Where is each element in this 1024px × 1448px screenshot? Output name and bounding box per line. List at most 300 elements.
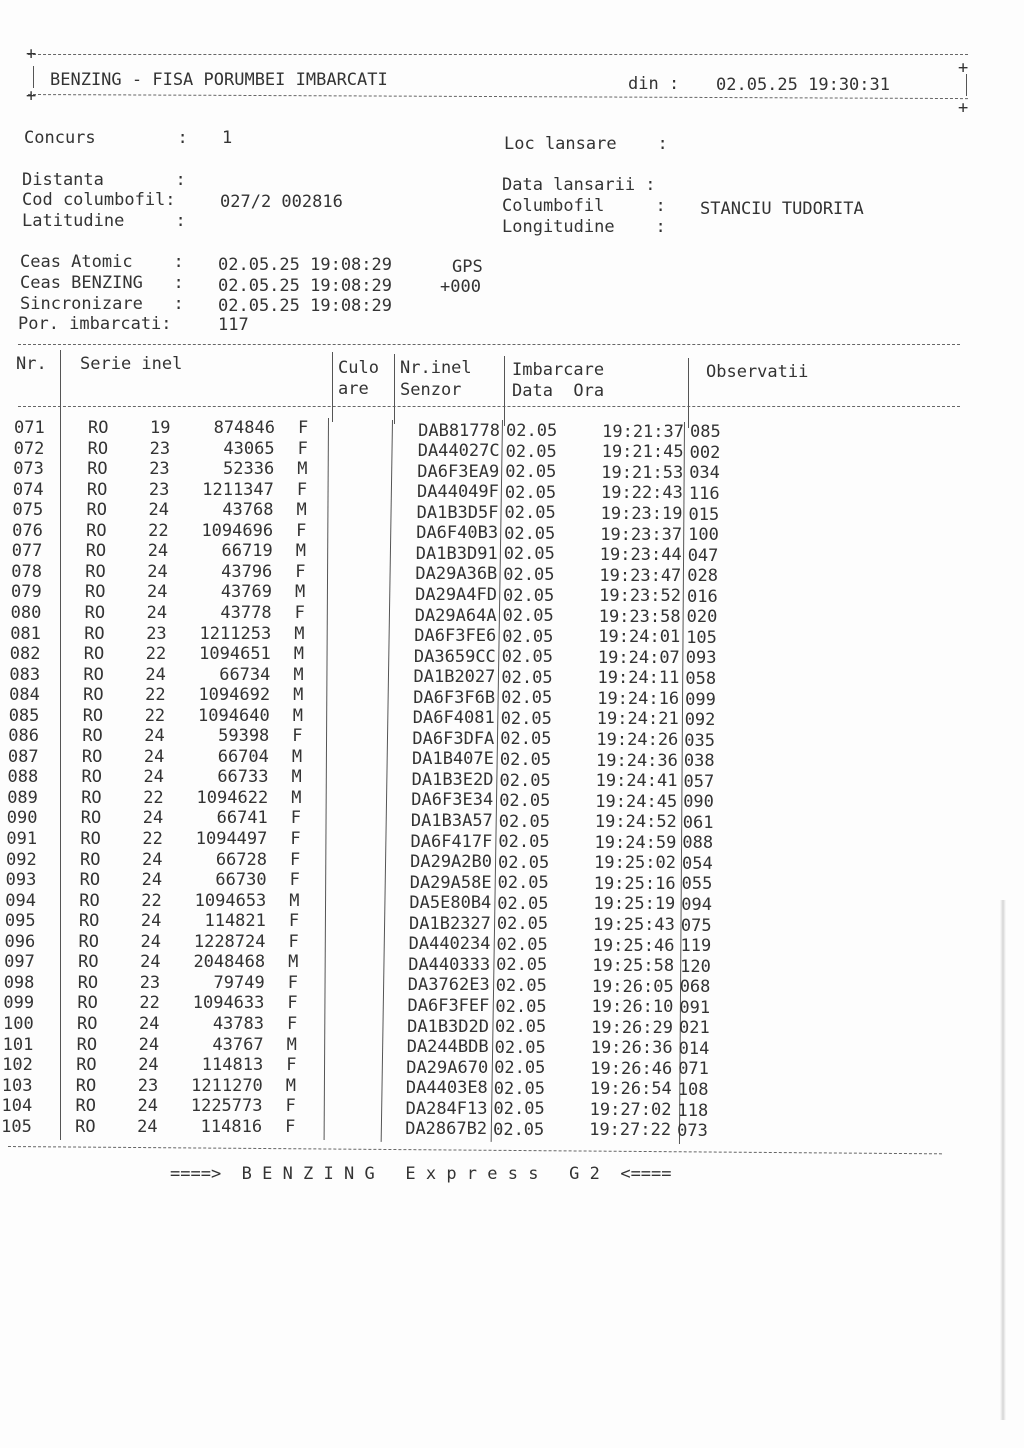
row-time: 19:23:47 [599, 565, 682, 586]
row-nr: 091 [6, 829, 38, 849]
row-year: 22 [144, 705, 166, 726]
row-sensor-ring: DA2867B2 [405, 1119, 488, 1140]
row-country: RO [82, 705, 104, 726]
row-year: 23 [149, 438, 171, 459]
row-year: 24 [139, 1013, 160, 1034]
row-sex: M [291, 746, 303, 767]
row-sex: F [287, 1013, 298, 1034]
row-nr: 082 [9, 644, 41, 665]
row-date: 02.05 [498, 852, 550, 873]
row-year: 23 [146, 623, 167, 644]
row-time: 19:22:43 [601, 483, 683, 504]
row-year: 24 [138, 1034, 160, 1055]
row-country: RO [78, 911, 100, 932]
porumbei-imbarcati-value: 117 [218, 315, 249, 335]
row-sensor-ring: DA29A64A [414, 605, 497, 626]
latitudine-label: Latitudine : [22, 211, 186, 231]
row-ring-number: 1094651 [199, 644, 271, 665]
col-header-culoare-2: are [338, 379, 369, 399]
row-time: 19:23:44 [599, 545, 682, 566]
row-country: RO [86, 479, 108, 500]
row-country: RO [75, 1075, 97, 1096]
row-observatii: 016 [687, 586, 718, 607]
row-ring-number: 1094622 [196, 787, 269, 808]
row-sensor-ring: DA6F3FEF [407, 995, 490, 1016]
row-observatii: 075 [680, 915, 712, 936]
row-ring-number: 43767 [212, 1034, 264, 1055]
row-observatii: 118 [677, 1100, 709, 1121]
table-bottom-rule [8, 1146, 942, 1154]
row-ring-number: 1225773 [190, 1096, 263, 1117]
row-ring-number: 66734 [219, 664, 271, 685]
row-time: 19:26:05 [591, 976, 674, 997]
row-time: 19:24:45 [595, 791, 678, 812]
row-country: RO [83, 644, 105, 665]
row-time: 19:25:16 [593, 873, 676, 894]
row-date: 02.05 [495, 1017, 547, 1038]
distanta-label: Distanta : [22, 170, 186, 190]
row-time: 19:24:11 [597, 668, 680, 689]
table-row [0, 520, 1022, 546]
col-header-observatii: Observatii [706, 362, 809, 382]
row-country: RO [80, 829, 101, 849]
table-header-rule [18, 406, 960, 407]
row-year: 22 [145, 644, 167, 665]
row-sensor-ring: DA6F3EA9 [417, 461, 500, 482]
row-sensor-ring: DA3659CC [413, 646, 496, 667]
table-row [0, 1034, 1013, 1059]
table-row [0, 890, 1015, 916]
row-country: RO [87, 438, 109, 459]
row-nr: 095 [4, 911, 36, 932]
row-time: 19:24:52 [594, 812, 677, 833]
row-date: 02.05 [501, 667, 553, 688]
row-observatii: 092 [684, 710, 716, 731]
row-sensor-ring: DA1B2027 [413, 667, 496, 688]
row-country: RO [83, 664, 104, 685]
row-sex: M [292, 705, 303, 726]
row-year: 24 [143, 746, 165, 767]
row-date: 02.05 [498, 832, 550, 853]
row-sex: F [295, 561, 306, 582]
row-country: RO [77, 972, 99, 993]
col-header-serie: Serie inel [80, 354, 183, 374]
row-ring-number: 66704 [217, 746, 269, 767]
row-sensor-ring: DA29A670 [406, 1057, 489, 1078]
row-nr: 092 [6, 849, 37, 870]
row-sex: M [291, 787, 302, 808]
row-sex: M [289, 890, 300, 911]
row-date: 02.05 [498, 811, 550, 832]
ceas-benzing-suffix: +000 [440, 277, 481, 297]
row-ring-number: 52336 [223, 459, 275, 480]
row-sex: F [286, 1055, 297, 1076]
table-row [0, 479, 1023, 505]
row-ring-number: 1211270 [191, 1075, 263, 1096]
row-nr: 075 [12, 500, 44, 521]
row-ring-number: 43778 [220, 602, 272, 623]
row-sex: M [293, 644, 305, 665]
row-year: 24 [147, 582, 168, 603]
row-time: 19:25:46 [592, 935, 675, 956]
row-time: 19:23:19 [600, 503, 683, 524]
row-nr: 088 [7, 767, 39, 788]
row-time: 19:25:43 [593, 914, 675, 935]
row-observatii: 068 [679, 977, 711, 998]
table-row [0, 767, 1018, 792]
row-observatii: 028 [687, 566, 719, 587]
row-time: 19:25:19 [593, 894, 676, 915]
col-header-nrinel-1: Nr.inel [400, 358, 472, 378]
row-observatii: 091 [679, 997, 711, 1018]
row-time: 19:26:29 [591, 1017, 673, 1038]
row-country: RO [84, 602, 106, 623]
row-sensor-ring: DA6F4081 [412, 708, 495, 729]
sincronizare-label: Sincronizare : [20, 294, 184, 314]
row-country: RO [81, 767, 102, 788]
row-sensor-ring: DA44049F [417, 482, 499, 503]
row-date: 02.05 [500, 729, 552, 750]
row-nr: 086 [8, 726, 40, 747]
columbofil-label: Columbofil : [502, 196, 666, 216]
row-country: RO [81, 787, 102, 808]
row-country: RO [77, 1013, 98, 1034]
row-observatii: 021 [679, 1018, 710, 1039]
row-time: 19:25:58 [592, 956, 675, 977]
row-country: RO [87, 459, 108, 480]
row-sex: F [288, 931, 299, 952]
row-country: RO [79, 870, 101, 891]
row-year: 24 [137, 1096, 158, 1117]
loc-lansare-label: Loc lansare : [504, 134, 668, 154]
row-time: 19:24:36 [596, 750, 678, 771]
table-row [0, 870, 1016, 895]
row-observatii: 119 [680, 936, 712, 957]
row-ring-number: 1211347 [202, 479, 274, 500]
row-nr: 099 [3, 993, 35, 1014]
row-country: RO [86, 500, 107, 521]
row-ring-number: 43783 [212, 1013, 264, 1034]
row-observatii: 094 [681, 895, 713, 916]
ceas-benzing-value: 02.05.25 19:08:29 [218, 276, 392, 296]
row-sex: F [298, 418, 309, 438]
row-nr: 105 [1, 1116, 32, 1137]
row-ring-number: 43768 [222, 500, 274, 521]
row-date: 02.05 [493, 1099, 545, 1120]
row-date: 02.05 [496, 914, 549, 935]
row-date: 02.05 [504, 523, 556, 544]
row-ring-number: 79749 [213, 972, 265, 993]
concurs-value: 1 [222, 128, 233, 148]
row-sex: M [286, 1034, 297, 1055]
row-year: 24 [141, 870, 163, 891]
table-row [0, 746, 1018, 772]
row-year: 22 [148, 520, 169, 541]
row-ring-number: 114821 [204, 911, 266, 932]
table-row [0, 623, 1020, 648]
table-row [0, 1055, 1012, 1080]
row-sex: M [295, 541, 306, 562]
row-time: 19:23:58 [598, 606, 681, 627]
row-year: 24 [140, 931, 161, 952]
row-time: 19:21:45 [601, 442, 684, 463]
columbofil-value: STANCIU TUDORITA [700, 199, 864, 219]
row-sensor-ring: DA6F3DFA [412, 728, 495, 749]
row-sensor-ring: DAB81778 [418, 420, 500, 441]
row-country: RO [85, 561, 106, 582]
row-ring-number: 59398 [218, 726, 270, 747]
sep-senzor-imbarcare [504, 356, 505, 426]
row-country: RO [76, 1034, 98, 1055]
row-nr: 098 [3, 972, 35, 993]
col-header-culoare-1: Culo [338, 358, 379, 378]
row-date: 02.05 [497, 893, 549, 914]
sincronizare-value: 02.05.25 19:08:29 [218, 296, 392, 316]
row-sex: F [287, 993, 298, 1014]
row-ring-number: 66741 [216, 808, 268, 829]
row-sensor-ring: DA244BDB [406, 1037, 489, 1058]
col-header-nr: Nr. [16, 354, 47, 374]
row-sensor-ring: DA6F3F6B [413, 687, 496, 708]
row-observatii: 120 [680, 956, 711, 977]
row-date: 02.05 [504, 503, 556, 524]
row-observatii: 034 [689, 463, 720, 484]
row-date: 02.05 [503, 585, 555, 606]
row-observatii: 038 [683, 751, 715, 772]
row-year: 22 [141, 890, 162, 911]
table-row [0, 952, 1014, 977]
header-right-edge [966, 74, 967, 96]
row-year: 23 [137, 1075, 159, 1096]
row-year: 24 [140, 952, 161, 973]
row-sex: F [296, 479, 308, 500]
table-row [0, 1116, 1011, 1142]
row-time: 19:24:41 [595, 771, 678, 792]
footer-banner: ====> B E N Z I N G E x p r e s s G 2 <==== [170, 1164, 672, 1184]
row-sensor-ring: DA44027C [417, 441, 500, 462]
col-header-nrinel-2: Senzor [400, 380, 462, 400]
row-date: 02.05 [494, 1058, 546, 1079]
row-observatii: 055 [681, 874, 713, 895]
table-row [0, 438, 1024, 463]
table-row [0, 418, 1024, 443]
row-observatii: 061 [682, 812, 714, 833]
row-nr: 083 [9, 664, 41, 685]
row-ring-number: 66719 [221, 541, 273, 562]
row-sensor-ring: DA1B3D91 [415, 543, 498, 564]
row-time: 19:25:02 [594, 853, 676, 874]
row-ring-number: 1094497 [195, 829, 268, 849]
row-country: RO [80, 808, 102, 829]
row-date: 02.05 [496, 934, 548, 955]
row-nr: 101 [2, 1034, 34, 1055]
row-observatii: 100 [688, 525, 719, 546]
table-top-rule [18, 344, 960, 345]
row-ring-number: 66730 [215, 870, 267, 891]
row-nr: 085 [8, 705, 40, 726]
row-time: 19:24:21 [596, 709, 679, 730]
row-nr: 080 [10, 602, 42, 623]
sep-serie-culoare [332, 352, 333, 422]
row-year: 24 [142, 808, 164, 829]
ceas-atomic-suffix: GPS [452, 257, 483, 277]
row-country: RO [81, 746, 103, 767]
row-date: 02.05 [499, 749, 552, 770]
row-time: 19:24:59 [594, 832, 677, 853]
row-observatii: 002 [689, 442, 721, 463]
row-nr: 087 [7, 746, 39, 767]
table-row [0, 602, 1021, 628]
row-year: 24 [148, 500, 169, 521]
table-row [0, 541, 1022, 566]
row-sensor-ring: DA284F13 [405, 1098, 488, 1119]
row-observatii: 088 [682, 833, 714, 854]
row-time: 19:24:07 [597, 647, 680, 668]
row-ring-number: 1094696 [201, 520, 274, 541]
row-sensor-ring: DA4403E8 [405, 1078, 488, 1099]
row-country: RO [85, 582, 106, 603]
row-year: 24 [140, 911, 162, 932]
row-nr: 093 [5, 870, 37, 891]
row-sex: M [293, 664, 304, 685]
row-sensor-ring: DA1B3E2D [411, 769, 494, 790]
row-observatii: 054 [682, 853, 713, 874]
row-date: 02.05 [502, 606, 554, 627]
row-sex: M [288, 952, 299, 973]
row-ring-number: 43065 [223, 438, 275, 459]
row-year: 22 [139, 993, 160, 1014]
row-nr: 073 [13, 459, 44, 480]
row-year: 24 [143, 767, 164, 788]
row-time: 19:27:22 [589, 1120, 672, 1141]
table-row [0, 931, 1015, 957]
din-timestamp: 02.05.25 19:30:31 [716, 75, 890, 95]
row-nr: 076 [12, 520, 43, 541]
row-year: 19 [150, 418, 171, 438]
table-row [0, 726, 1018, 751]
row-country: RO [84, 623, 105, 644]
row-sex: F [285, 1096, 296, 1117]
row-observatii: 071 [678, 1059, 709, 1080]
row-time: 19:26:46 [590, 1058, 673, 1079]
row-sensor-ring: DA1B2327 [409, 913, 491, 934]
row-nr: 100 [3, 1013, 34, 1034]
cod-columbofil-label: Cod columbofil: [22, 190, 176, 210]
row-sensor-ring: DA29A58E [409, 872, 492, 893]
row-date: 02.05 [504, 482, 557, 503]
row-sex: M [294, 623, 305, 644]
row-sex: F [290, 849, 301, 870]
row-country: RO [86, 520, 107, 541]
row-sex: F [290, 829, 301, 849]
row-date: 02.05 [496, 955, 548, 976]
row-time: 19:24:01 [598, 627, 681, 648]
row-country: RO [85, 541, 107, 562]
row-sex: F [285, 1116, 296, 1137]
row-country: RO [75, 1116, 96, 1137]
row-date: 02.05 [497, 873, 549, 894]
row-observatii: 116 [688, 484, 720, 505]
header-corner-tr: + [958, 58, 969, 78]
header-left-edge [33, 66, 34, 88]
row-ring-number: 874846 [213, 418, 275, 438]
header-top-rule [28, 54, 968, 55]
col-header-imbarcare-1: Imbarcare [512, 360, 605, 380]
row-sex: F [297, 438, 308, 459]
row-nr: 074 [12, 479, 44, 500]
porumbei-imbarcati-label: Por. imbarcati: [18, 314, 172, 334]
row-observatii: 090 [683, 792, 714, 813]
row-country: RO [76, 1055, 97, 1076]
row-country: RO [88, 418, 109, 438]
row-date: 02.05 [493, 1119, 545, 1140]
table-row [0, 705, 1019, 731]
row-nr: 089 [7, 787, 38, 808]
row-observatii: 093 [685, 648, 717, 669]
row-sensor-ring: DA6F40B3 [416, 523, 499, 544]
row-sensor-ring: DA5E80B4 [409, 893, 492, 914]
row-sex: F [290, 808, 302, 829]
table-row [0, 500, 1023, 525]
row-date: 02.05 [494, 1037, 546, 1058]
row-observatii: 020 [686, 607, 718, 628]
longitudine-label: Longitudine : [502, 217, 666, 237]
din-label: din : [628, 74, 680, 94]
table-row [0, 1096, 1012, 1121]
row-ring-number: 2048468 [193, 952, 266, 973]
row-sensor-ring: DA440333 [408, 954, 491, 975]
row-ring-number: 114816 [200, 1116, 263, 1137]
header-corner-tl: + [26, 44, 37, 64]
sep-culoare-senzor [394, 354, 395, 424]
row-date: 02.05 [505, 441, 557, 462]
ceas-benzing-label: Ceas BENZING : [20, 273, 184, 293]
table-row [0, 644, 1020, 669]
row-country: RO [79, 890, 100, 911]
row-sex: M [296, 500, 307, 521]
row-date: 02.05 [506, 421, 558, 442]
row-nr: 077 [11, 541, 43, 562]
row-date: 02.05 [499, 770, 551, 791]
row-year: 24 [146, 602, 168, 623]
row-year: 24 [147, 541, 169, 562]
row-observatii: 108 [677, 1079, 709, 1100]
ceas-atomic-label: Ceas Atomic : [20, 252, 184, 272]
row-country: RO [78, 931, 99, 952]
row-year: 24 [138, 1055, 159, 1076]
table-row [0, 829, 1016, 854]
row-date: 02.05 [493, 1078, 545, 1099]
row-nr: 081 [10, 623, 41, 644]
row-sensor-ring: DA6F3FE6 [414, 626, 497, 647]
row-sex: F [296, 520, 307, 541]
row-ring-number: 114813 [201, 1055, 264, 1076]
row-nr: 102 [2, 1055, 33, 1076]
row-year: 22 [142, 829, 163, 849]
row-sensor-ring: DA29A2B0 [410, 852, 492, 873]
row-sex: F [294, 602, 305, 623]
row-sex: F [287, 972, 298, 993]
row-time: 19:24:16 [597, 688, 680, 709]
row-sensor-ring: DA6F3E34 [411, 790, 494, 811]
row-year: 22 [145, 685, 166, 706]
row-ring-number: 1228724 [193, 931, 266, 952]
row-sex: F [292, 726, 303, 747]
row-date: 02.05 [499, 791, 551, 812]
row-country: RO [82, 726, 103, 747]
row-observatii: 099 [685, 689, 716, 710]
table-row [0, 664, 1019, 689]
